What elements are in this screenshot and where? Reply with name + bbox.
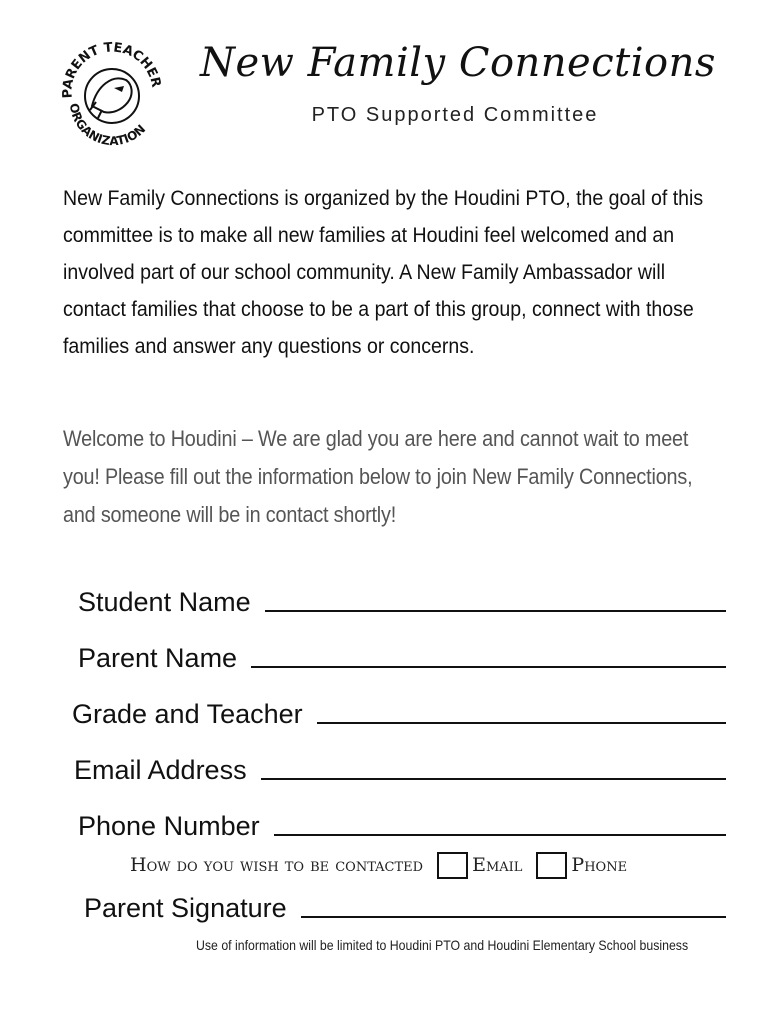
parent-signature-field[interactable] — [84, 884, 726, 924]
student-name-label: Student Name — [78, 587, 251, 617]
student-name-field[interactable] — [78, 578, 726, 618]
contact-preference — [130, 850, 641, 880]
contact-question: How do you wish to be contacted — [130, 854, 424, 876]
parent-signature-line[interactable] — [301, 916, 726, 918]
page-subtitle: PTO Supported Committee — [311, 104, 599, 126]
phone-option-label: Phone — [571, 854, 628, 876]
intro-paragraph: New Family Connections is organized by the Houdini PTO, the goal of this committee is to make all new families at Houdini feel welcomed and an involved part of our school community. A New Family Ambassador will contact families that choose to be a part of this group, connect with those families and answer any questions or concerns. — [63, 187, 704, 358]
email-option-label: Email — [472, 854, 523, 876]
grade-teacher-label: Grade and Teacher — [72, 699, 303, 729]
logo-text-top: PARENT TEACHER — [60, 40, 164, 99]
email-checkbox[interactable] — [437, 852, 468, 879]
phone-number-line[interactable] — [274, 834, 726, 836]
parent-signature-label: Parent Signature — [84, 893, 287, 923]
grade-teacher-field[interactable] — [72, 690, 726, 730]
phone-number-label: Phone Number — [78, 811, 260, 841]
phone-checkbox[interactable] — [536, 852, 567, 879]
email-address-line[interactable] — [261, 778, 726, 780]
parent-name-label: Parent Name — [78, 643, 238, 673]
footnote: Use of information will be limited to Houdini PTO and Houdini Elementary School business — [196, 937, 689, 953]
phone-number-field[interactable] — [78, 802, 726, 842]
parent-name-field[interactable] — [78, 634, 726, 674]
email-address-label: Email Address — [74, 755, 247, 785]
grade-teacher-line[interactable] — [317, 722, 726, 724]
page-title: New Family Connections — [200, 40, 716, 86]
pto-logo — [52, 36, 168, 152]
student-name-line[interactable] — [265, 610, 726, 612]
logo-text-bottom: ORGANIZATION — [66, 102, 149, 149]
welcome-paragraph: Welcome to Houdini – We are glad you are here and cannot wait to meet you! Please fill out the information below to join New Family Connections, and someone will be in contact shortly! — [63, 426, 693, 527]
parent-name-line[interactable] — [251, 666, 726, 668]
email-address-field[interactable] — [74, 746, 726, 786]
